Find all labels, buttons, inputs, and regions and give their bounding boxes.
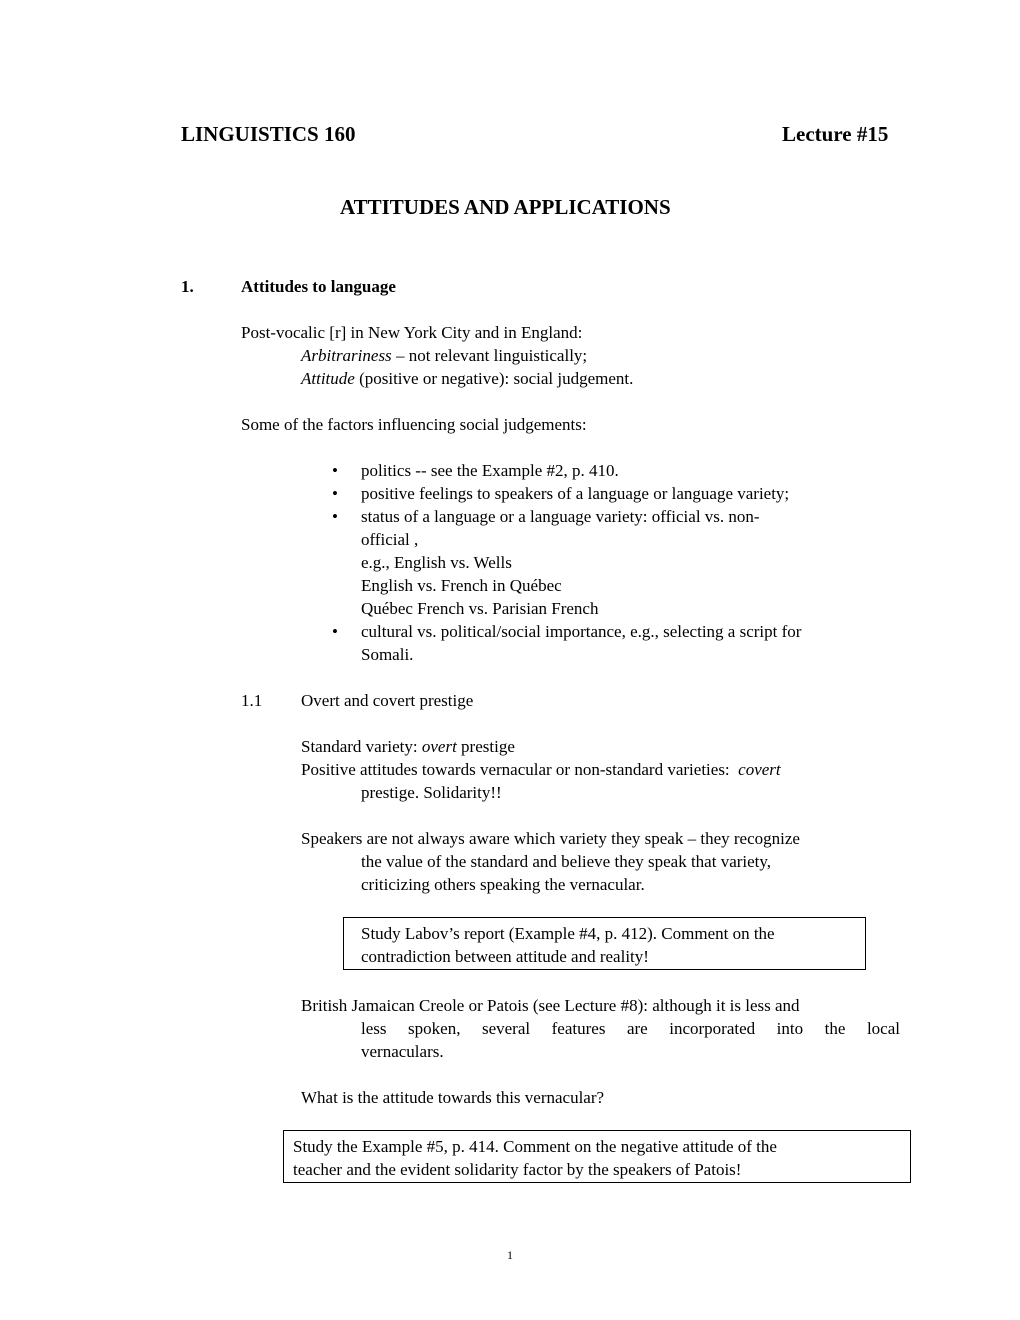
subsection-number: 1.1 <box>241 691 263 710</box>
factors-intro: Some of the factors influencing social judgements: <box>241 415 587 434</box>
bullet-item-cont: official , <box>361 530 419 549</box>
bullet-icon: • <box>332 484 338 503</box>
bullet-example: English vs. French in Québec <box>361 576 562 595</box>
bullet-icon: • <box>332 461 338 480</box>
bullet-example: e.g., English vs. Wells <box>361 553 512 572</box>
patois-paragraph-cont: vernaculars. <box>361 1042 444 1061</box>
subsection-heading: Overt and covert prestige <box>301 691 474 710</box>
overt-term: overt <box>421 737 457 756</box>
speakers-paragraph-cont: criticizing others speaking the vernacular. <box>361 875 645 894</box>
attitude-line <box>301 367 633 390</box>
bullet-item-cont: Somali. <box>361 645 414 664</box>
bullet-example: Québec French vs. Parisian French <box>361 599 599 618</box>
attitude-question: What is the attitude towards this vernacular? <box>301 1088 605 1107</box>
covert-term: covert <box>738 760 781 779</box>
course-title: LINGUISTICS 160 <box>181 122 356 146</box>
attitude-text: (positive or negative): social judgement. <box>359 369 634 388</box>
study-box-patois-text: teacher and the evident solidarity factor by the speakers of Patois! <box>293 1160 742 1179</box>
arbitrariness-line <box>301 344 587 367</box>
bullet-icon: • <box>332 622 338 641</box>
positive-text: Positive attitudes towards vernacular or non-standard varieties: <box>301 760 730 779</box>
study-box-patois-text: Study the Example #5, p. 414. Comment on the negative attitude of the <box>293 1137 777 1156</box>
patois-paragraph: British Jamaican Creole or Patois (see Lecture #8): although it is less and <box>301 996 800 1015</box>
bullet-item: politics -- see the Example #2, p. 410. <box>361 461 619 480</box>
arbitrariness-text: – not relevant linguistically; <box>395 346 588 365</box>
intro-text: Post-vocalic [r] in New York City and in England: <box>241 323 583 342</box>
positive-attitudes-line <box>301 758 781 781</box>
speakers-paragraph-cont: the value of the standard and believe they speak that variety, <box>361 852 772 871</box>
bullet-icon: • <box>332 507 338 526</box>
positive-attitudes-cont: prestige. Solidarity!! <box>361 783 502 802</box>
patois-paragraph-cont <box>361 1017 900 1040</box>
bullet-item: status of a language or a language variety: official vs. non- <box>361 507 760 526</box>
standard-prefix: Standard variety: <box>301 737 418 756</box>
study-box-labov-text: contradiction between attitude and reality! <box>361 947 649 966</box>
arbitrariness-term: Arbitrariness <box>301 346 392 365</box>
standard-suffix: prestige <box>461 737 515 756</box>
study-box-labov-text: Study Labov’s report (Example #4, p. 412). Comment on the <box>361 924 775 943</box>
page-title: ATTITUDES AND APPLICATIONS <box>340 195 671 219</box>
section-number: 1. <box>181 277 194 296</box>
section-heading: Attitudes to language <box>241 277 396 296</box>
bullet-item: cultural vs. political/social importance, e.g., selecting a script for <box>361 622 802 641</box>
standard-variety-line <box>301 735 515 758</box>
bullet-item: positive feelings to speakers of a language or language variety; <box>361 484 790 503</box>
lecture-number: Lecture #15 <box>782 122 889 146</box>
patois-line2: less spoken, several features are incorporated into the local <box>361 1019 900 1038</box>
page-number: 1 <box>507 1248 513 1262</box>
speakers-paragraph: Speakers are not always aware which variety they speak – they recognize <box>301 829 800 848</box>
attitude-term: Attitude <box>301 369 355 388</box>
